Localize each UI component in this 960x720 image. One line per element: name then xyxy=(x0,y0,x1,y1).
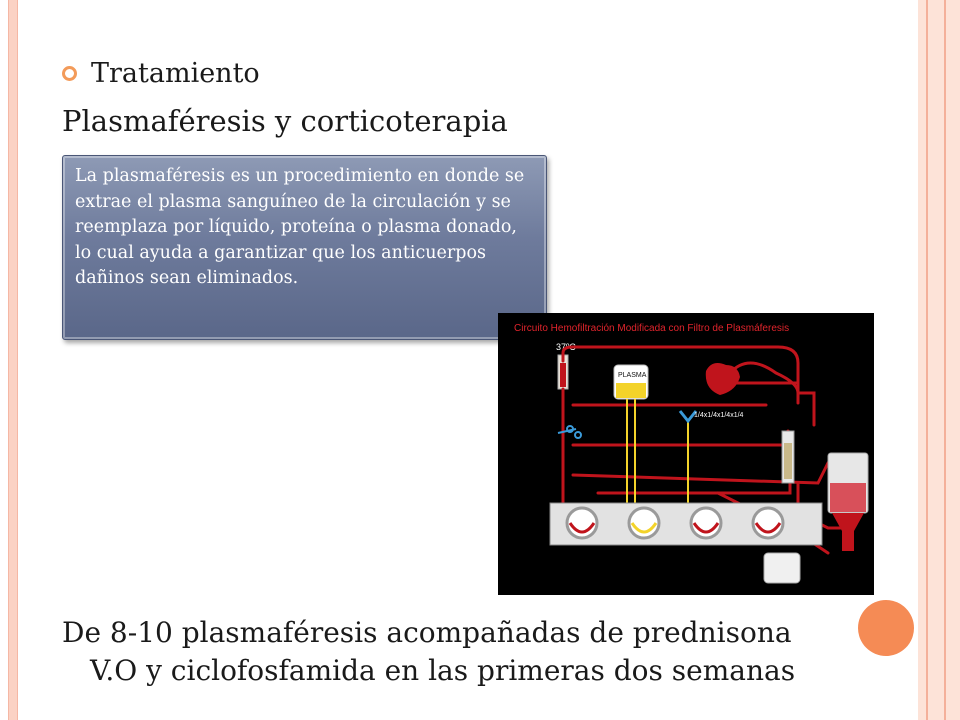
right-frame-border xyxy=(918,0,960,720)
middle-tube xyxy=(573,431,788,445)
top-tube xyxy=(563,347,798,403)
reservoir-icon xyxy=(706,363,740,395)
decorative-circle xyxy=(858,600,914,656)
left-frame-border xyxy=(8,0,18,720)
plasma-bag-fill xyxy=(616,383,646,398)
hemofilter-core xyxy=(784,443,792,479)
bottom-paragraph xyxy=(62,614,852,690)
bullet-item xyxy=(62,58,260,89)
bottom-line-1: De 8-10 plasmaféresis acompañadas de prednisona xyxy=(62,616,792,649)
plasma-bag-label: PLASMA xyxy=(618,372,647,379)
ratio-label: 1/4x1/4x1/4x1/4 xyxy=(694,412,744,419)
temperature-label: 37ºC xyxy=(556,342,576,352)
bottom-line-2: V.O y ciclofosfamida en las primeras dos semanas xyxy=(90,654,796,687)
bottle-fill xyxy=(830,483,866,512)
diagonal-tube xyxy=(573,463,836,483)
right-frame-line xyxy=(926,0,928,720)
right-frame-line xyxy=(944,0,946,720)
clamp-icon xyxy=(558,426,581,438)
warmer-fill xyxy=(560,363,566,387)
bullet-text: Tratamiento xyxy=(91,58,260,89)
circuit-illustration xyxy=(498,313,874,595)
diagram-title: Circuito Hemofiltración Modificada con Filtro de Plasmáferesis xyxy=(514,323,790,334)
slide-subtitle: Plasmaféresis y corticoterapia xyxy=(62,104,508,138)
bullet-ring-icon xyxy=(62,66,77,81)
plasmapheresis-diagram xyxy=(498,313,874,595)
bottle-drip xyxy=(842,531,854,551)
waste-bag-icon xyxy=(764,553,800,583)
callout-box: La plasmaféresis es un procedimiento en donde se extrae el plasma sanguíneo de la circulación y se reemplaza por líquido, proteína o plasma donado, lo cual ayuda a garantizar que los anticuerpos dañinos sean eliminados. xyxy=(62,155,547,340)
